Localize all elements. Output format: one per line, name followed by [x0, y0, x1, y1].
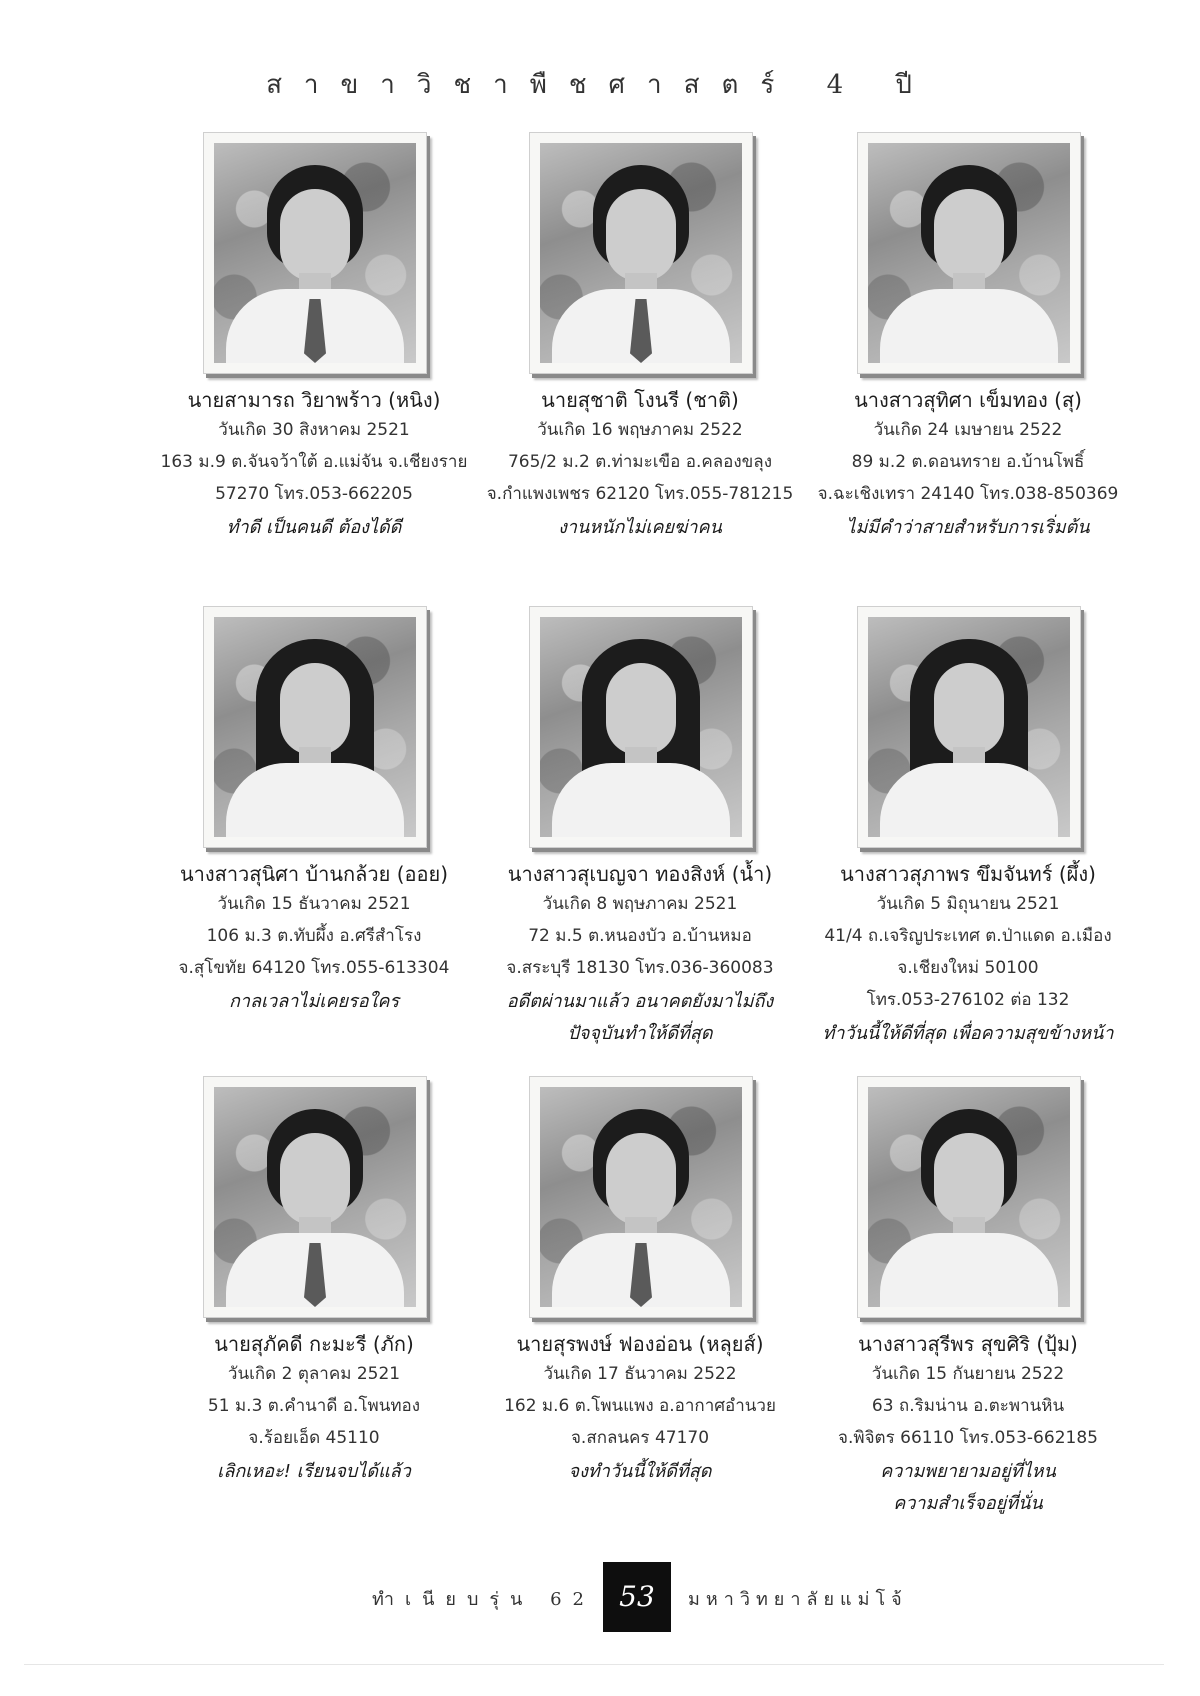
- student-address-line: จ.พิจิตร 66110 โทร.053-662185: [838, 1428, 1098, 1448]
- student-address-line: 72 ม.5 ต.หนองบัว อ.บ้านหมอ: [528, 926, 752, 946]
- student-address-line: 106 ม.3 ต.ทับผึ้ง อ.ศรีสำโรง: [206, 926, 422, 946]
- student-motto: ทำวันนี้ให้ดีที่สุด เพื่อความสุขข้างหน้า: [822, 1023, 1114, 1044]
- student-motto: จงทำวันนี้ให้ดีที่สุด: [568, 1461, 712, 1482]
- footer-university-name: มหาวิทยาลัยแม่โจ้: [688, 1589, 908, 1610]
- student-motto: งานหนักไม่เคยฆ่าคน: [558, 517, 722, 538]
- page-footer: [0, 1562, 1200, 1632]
- student-address-line: 162 ม.6 ต.โพนแพง อ.อากาศอำนวย: [504, 1396, 776, 1416]
- student-address-line: 63 ถ.ริมน่าน อ.ตะพานหิน: [871, 1396, 1065, 1416]
- student-motto: อดีตผ่านมาแล้ว อนาคตยังมาไม่ถึง: [506, 991, 774, 1012]
- student-name: นายสุรพงษ์ ฟองอ่อน (หลุยส์): [516, 1332, 764, 1356]
- student-birthdate: วันเกิด 15 ธันวาคม 2521: [217, 894, 411, 914]
- student-name: นางสาวสุรีพร สุขศิริ (ปุ้ม): [858, 1332, 1078, 1356]
- student-address-line: 89 ม.2 ต.ดอนทราย อ.บ้านโพธิ์: [851, 452, 1085, 472]
- student-photo: [857, 606, 1081, 848]
- student-address-line: จ.เชียงใหม่ 50100: [897, 958, 1039, 978]
- student-photo: [203, 132, 427, 374]
- student-motto: ปัจจุบันทำให้ดีที่สุด: [567, 1023, 713, 1044]
- student-motto: ทำดี เป็นคนดี ต้องได้ดี: [226, 517, 402, 538]
- student-address-line: จ.สุโขทัย 64120 โทร.055-613304: [178, 958, 450, 978]
- student-address-line: 41/4 ถ.เจริญประเทศ ต.ป่าแดด อ.เมือง: [824, 926, 1112, 946]
- student-name: นางสาวสุภาพร ขึมจันทร์ (ผึ้ง): [840, 862, 1096, 886]
- student-photo: [529, 606, 753, 848]
- student-address-line: 163 ม.9 ต.จันจว้าใต้ อ.แม่จัน จ.เชียงราย: [160, 452, 468, 472]
- page-edge-line: [24, 1664, 1164, 1665]
- student-motto: ความพยายามอยู่ที่ไหน: [880, 1461, 1056, 1482]
- footer-yearbook-title: ทำเนียบรุ่น 62: [371, 1589, 595, 1610]
- student-birthdate: วันเกิด 15 กันยายน 2522: [871, 1364, 1065, 1384]
- student-address-line: จ.กำแพงเพชร 62120 โทร.055-781215: [486, 484, 794, 504]
- student-address-line: 51 ม.3 ต.คำนาดี อ.โพนทอง: [207, 1396, 421, 1416]
- student-birthdate: วันเกิด 30 สิงหาคม 2521: [218, 420, 410, 440]
- student-photo: [857, 132, 1081, 374]
- student-address-line: จ.ฉะเชิงเทรา 24140 โทร.038-850369: [817, 484, 1119, 504]
- student-birthdate: วันเกิด 24 เมษายน 2522: [873, 420, 1063, 440]
- page-title: สาขาวิชาพืชศาสตร์ 4 ปี: [266, 70, 934, 100]
- student-address-line: 57270 โทร.053-662205: [215, 484, 413, 504]
- student-photo: [529, 1076, 753, 1318]
- student-address-line: จ.สกลนคร 47170: [570, 1428, 710, 1448]
- student-address-line: 765/2 ม.2 ต.ท่ามะเขือ อ.คลองขลุง: [507, 452, 773, 472]
- student-name: นางสาวสุนิศา บ้านกล้วย (ออย): [179, 862, 449, 886]
- student-birthdate: วันเกิด 2 ตุลาคม 2521: [227, 1364, 401, 1384]
- student-address-line: จ.สระบุรี 18130 โทร.036-360083: [506, 958, 774, 978]
- student-motto: ความสำเร็จอยู่ที่นั่น: [893, 1493, 1043, 1514]
- page-number: 53: [603, 1562, 671, 1632]
- student-photo: [203, 1076, 427, 1318]
- student-name: นางสาวสุเบญจา ทองสิงห์ (น้ำ): [507, 862, 773, 886]
- student-name: นางสาวสุทิศา เข็มทอง (สุ): [854, 388, 1082, 412]
- student-motto: ไม่มีคำว่าสายสำหรับการเริ่มต้น: [846, 517, 1090, 538]
- student-photo: [857, 1076, 1081, 1318]
- student-name: นายสุภัคดี กะมะรี (ภัก): [214, 1332, 414, 1356]
- student-photo: [529, 132, 753, 374]
- student-birthdate: วันเกิด 8 พฤษภาคม 2521: [542, 894, 738, 914]
- student-motto: กาลเวลาไม่เคยรอใคร: [228, 991, 400, 1012]
- student-birthdate: วันเกิด 16 พฤษภาคม 2522: [537, 420, 743, 440]
- student-motto: เลิกเหอะ! เรียนจบได้แล้ว: [217, 1461, 411, 1482]
- student-address-line: โทร.053-276102 ต่อ 132: [866, 990, 1070, 1010]
- student-photo: [203, 606, 427, 848]
- student-name: นายสุชาติ โงนรี (ชาติ): [541, 388, 739, 412]
- student-name: นายสามารถ วิยาพร้าว (หนิง): [187, 388, 441, 412]
- student-birthdate: วันเกิด 17 ธันวาคม 2522: [543, 1364, 737, 1384]
- student-birthdate: วันเกิด 5 มิถุนายน 2521: [876, 894, 1060, 914]
- student-address-line: จ.ร้อยเอ็ด 45110: [248, 1428, 380, 1448]
